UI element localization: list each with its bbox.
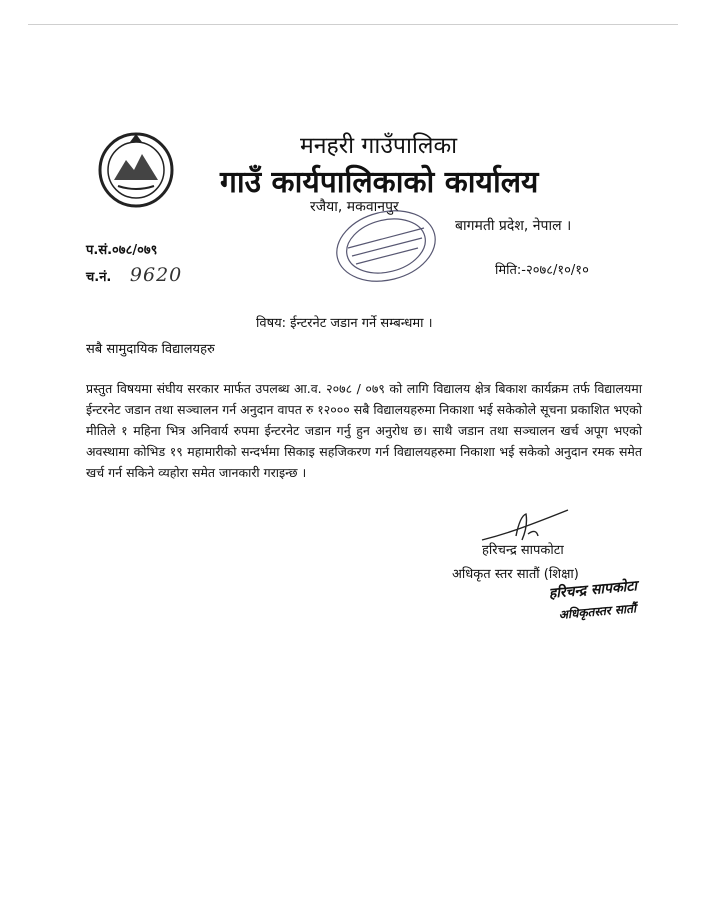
signatory-title: अधिकृत स्तर सातौं (शिक्षा) <box>452 567 579 582</box>
office-name: गाउँ कार्यपालिकाको कार्यालय <box>220 165 539 200</box>
office-stamp-icon <box>326 206 446 284</box>
municipality-name: मनहरी गाउँपालिका <box>300 133 458 159</box>
dispatch-number-handwritten: 9620 <box>129 264 183 286</box>
letter-recipient: सबै सामुदायिक विद्यालयहरु <box>86 342 215 357</box>
dispatch-number-label: च.नं. <box>86 270 112 285</box>
province-text: बागमती प्रदेश, नेपाल । <box>455 218 572 234</box>
letter-body: प्रस्तुत विषयमा संघीय सरकार मार्फत उपलब्ध आ.व. २०७८ / ०७९ को लागि विद्यालय क्षेत्र बिकाश कार्यक्रम तर्फ विद्यालयमा ईन्टरनेट जडान तथा सञ्चालन गर्न अनुदान वापत रु १२००० सबै विद्यालयहरुमा निकाशा भई सकेकोले सूचना प्रकाशित भएको मीतिले १ महिना भित्र अनिवार्य रुपमा ईन्टरनेट जडान गर्नु हुन अनुरोध छ। साथै जडान तथा सञ्चालन खर्च अपूग भएको अवस्थामा कोभिड १९ महामारीको सन्दर्भमा सिकाइ सहजिकरण गर्न विद्यालयहरुमा निकाशा भई सकेको अनुदान रमक समेत खर्च गर्न सकिने व्यहोरा समेत जानकारी गराइन्छ । <box>86 381 642 480</box>
letter-date: मिति:-२०७८/१०/१० <box>495 263 589 278</box>
office-address: रजैया, मकवानपुर <box>310 199 399 215</box>
signature-stamp-title: अधिकृतस्तर सातौं <box>558 601 637 622</box>
dispatch-number <box>86 264 182 286</box>
reference-number: प.सं.०७८/०७९ <box>86 243 158 258</box>
scan-edge-line <box>28 24 678 25</box>
letter-subject: विषय: ईन्टरनेट जडान गर्ने सम्बन्धमा । <box>256 316 433 331</box>
signature-stamp-name: हरिचन्द्र सापकोटा <box>548 578 638 602</box>
signatory-name: हरिचन्द्र सापकोटा <box>482 543 564 558</box>
nepal-emblem-icon <box>96 130 176 210</box>
